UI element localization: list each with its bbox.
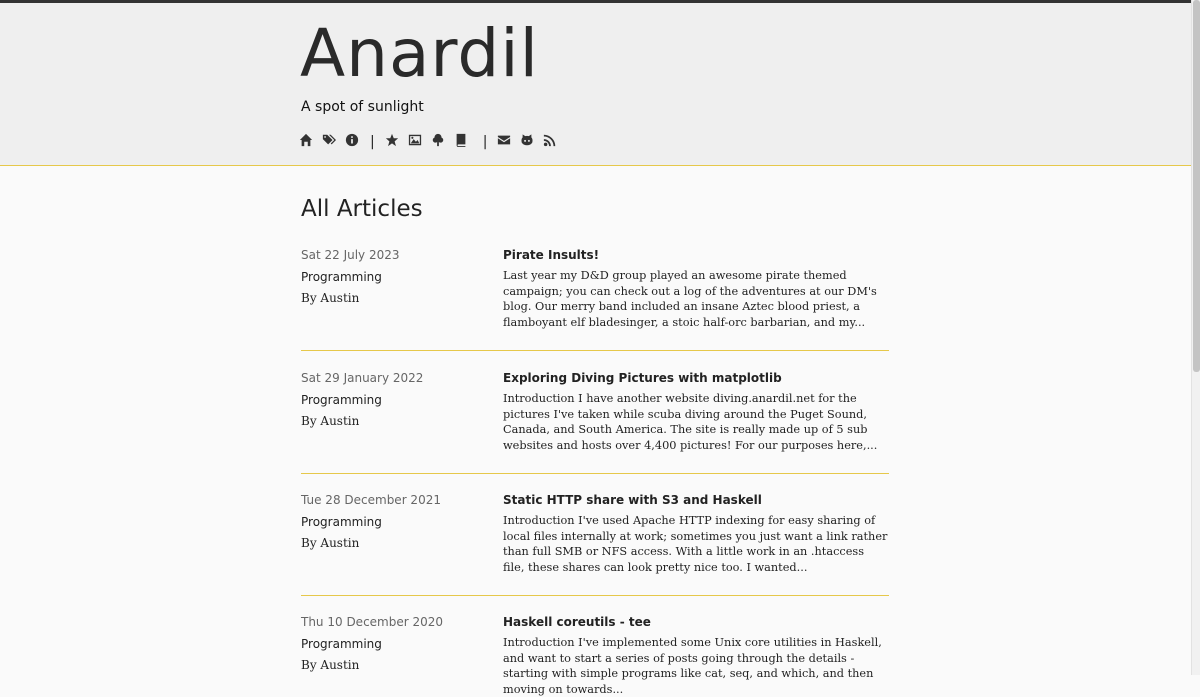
article-item [301, 615, 889, 696]
github-icon[interactable] [519, 132, 535, 148]
info-icon[interactable] [344, 132, 360, 148]
article-item [301, 493, 889, 596]
tree-icon[interactable] [430, 132, 446, 148]
rss-icon[interactable] [542, 132, 558, 148]
article-title[interactable]: Exploring Diving Pictures with matplotlib [503, 371, 782, 385]
star-icon[interactable] [384, 132, 400, 148]
tags-icon[interactable] [321, 132, 337, 148]
nav-separator: | [482, 134, 488, 150]
article-date: Tue 28 December 2021 [301, 493, 441, 507]
article-author: By Austin [301, 658, 360, 672]
nav-separator: | [370, 134, 375, 150]
article-title[interactable]: Static HTTP share with S3 and Haskell [503, 493, 762, 507]
article-item [301, 371, 889, 474]
article-date: Sat 29 January 2022 [301, 371, 424, 385]
article-item [301, 248, 889, 351]
article-category[interactable]: Programming [301, 515, 382, 529]
site-title[interactable]: Anardil [300, 15, 539, 92]
home-icon[interactable] [298, 132, 314, 148]
article-date: Sat 22 July 2023 [301, 248, 400, 262]
article-summary: Introduction I have another website diving.anardil.net for the pictures I've taken while scuba diving around the Puget Sound, Canada, and South America. The site is really made up of 5 sub websites and hosts over 4,400 pictures! For our purposes here,... [503, 392, 878, 452]
article-entry [503, 248, 889, 330]
nav-bar [298, 130, 565, 150]
article-category[interactable]: Programming [301, 393, 382, 407]
article-summary: Introduction I've used Apache HTTP indexing for easy sharing of local files internally at work; sometimes you just want a link rather than full SMB or NFS access. With a little work in an .htaccess file, these shares can look pretty nice too. I wanted... [503, 514, 888, 574]
article-title[interactable]: Haskell coreutils - tee [503, 615, 651, 629]
article-entry [503, 371, 889, 453]
site-header [0, 3, 1191, 166]
scrollbar-thumb[interactable] [1193, 0, 1200, 372]
article-title[interactable]: Pirate Insults! [503, 248, 600, 262]
page-heading: All Articles [301, 196, 423, 222]
book-icon[interactable] [453, 132, 469, 148]
envelope-icon[interactable] [496, 132, 512, 148]
article-category[interactable]: Programming [301, 637, 382, 651]
site-subtitle: A spot of sunlight [301, 99, 424, 115]
article-date: Thu 10 December 2020 [301, 615, 444, 629]
article-summary: Last year my D&D group played an awesome pirate themed campaign; you can check out a log of the adventures at our DM's blog. Our merry band included an insane Aztec blood priest, a flamboyant elf bladesinger, a stoic half-orc barbarian, and my... [503, 269, 877, 329]
article-category[interactable]: Programming [301, 270, 382, 284]
article-author: By Austin [301, 414, 360, 428]
article-author: By Austin [301, 536, 360, 550]
article-entry [503, 493, 889, 575]
article-entry [503, 615, 889, 697]
vertical-scrollbar[interactable] [1191, 0, 1200, 675]
image-icon[interactable] [407, 132, 423, 148]
article-summary: Introduction I've implemented some Unix core utilities in Haskell, and want to start a series of posts going through the details - starting with simple programs like cat, seq, and which, and then moving on towards... [503, 636, 882, 696]
article-author: By Austin [301, 291, 360, 305]
